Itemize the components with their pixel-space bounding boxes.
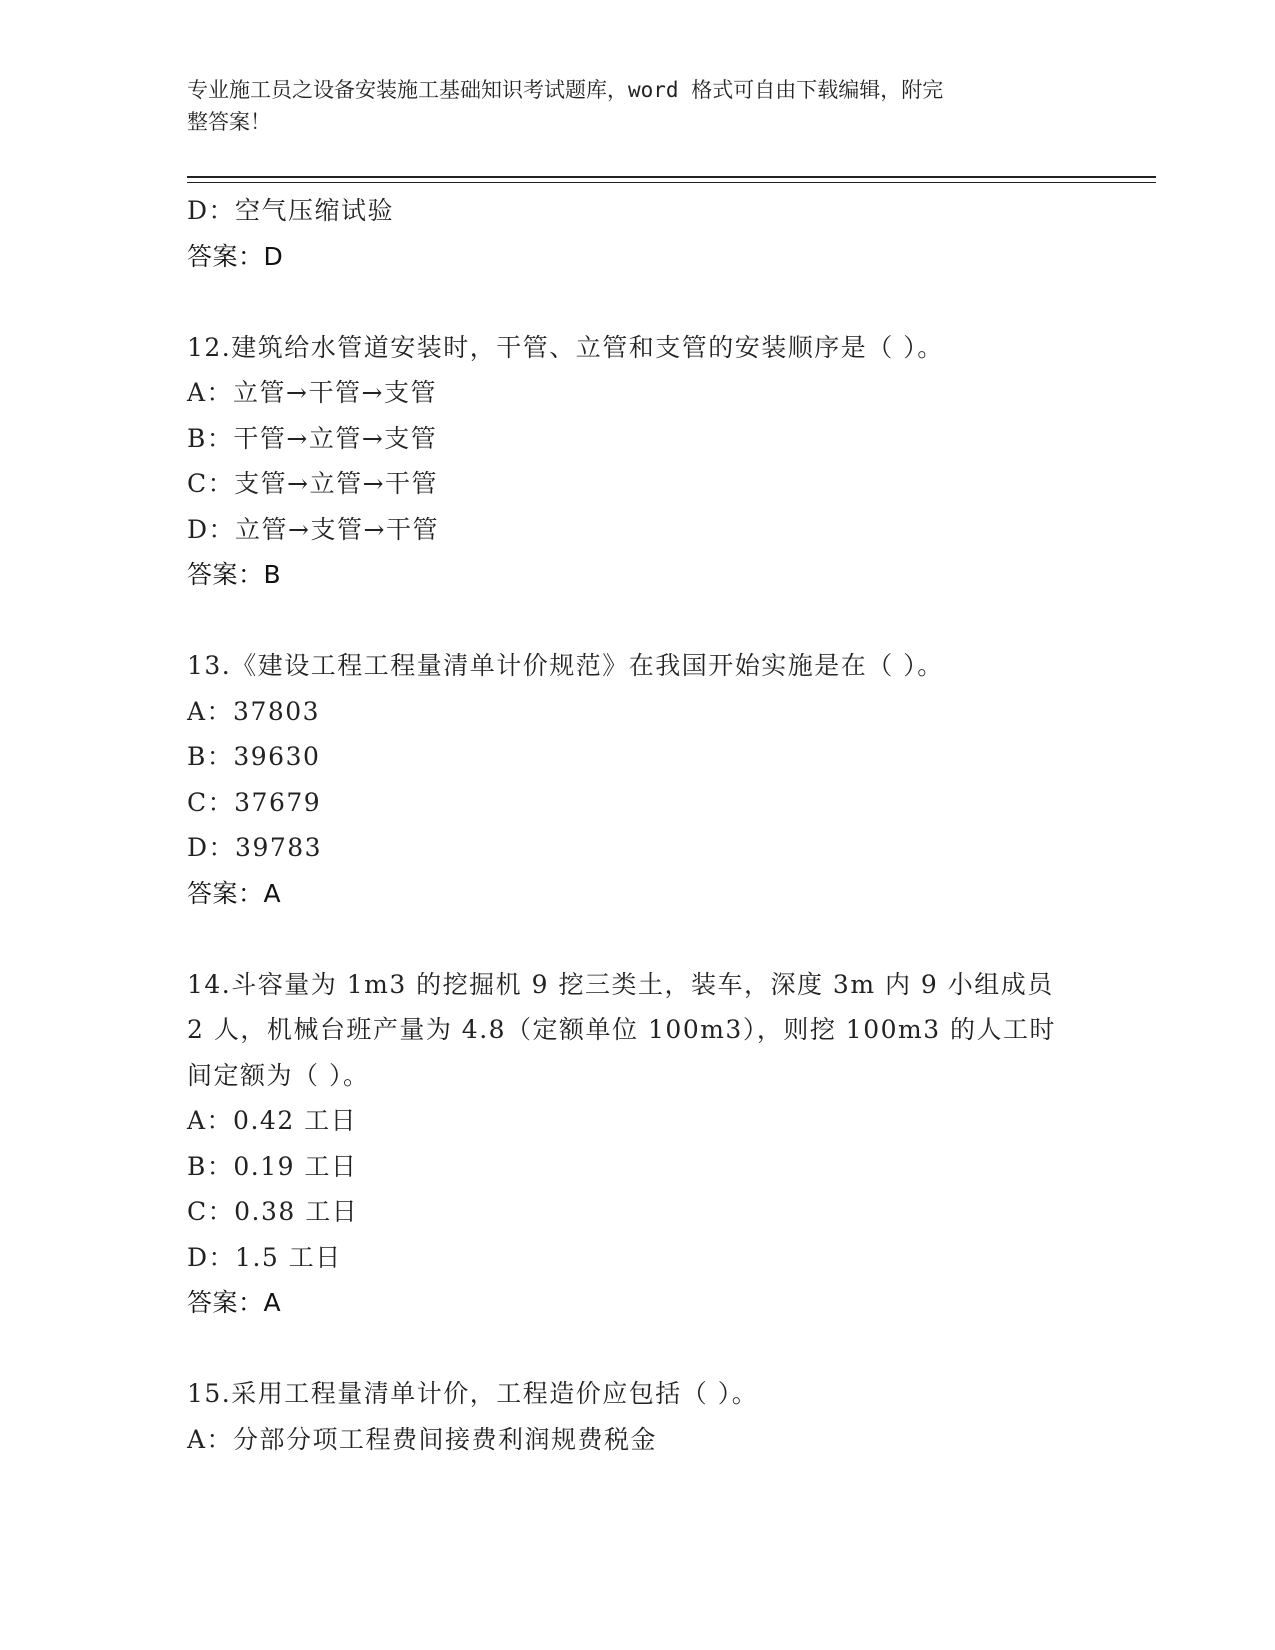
question-14 xyxy=(187,962,1067,1326)
option-d: D：1.5 工日 xyxy=(187,1242,342,1272)
header-line-1: 专业施工员之设备安装施工基础知识考试题库，word 格式可自由下载编辑，附完 xyxy=(187,78,944,102)
option-d: D：立管→支管→干管 xyxy=(187,514,439,544)
question-text: 13.《建设工程工程量清单计价规范》在我国开始实施是在（ ）。 xyxy=(187,651,944,680)
option-a: A：立管→干管→支管 xyxy=(187,378,437,407)
question-list xyxy=(187,188,1067,1462)
option-a: A：37803 xyxy=(187,696,321,726)
question-text-line-1: 14.斗容量为 1m3 的挖掘机 9 挖三类土，装车，深度 3m 内 9 小组成员 xyxy=(187,969,1054,999)
option-a: A：分部分项工程费间接费利润规费税金 xyxy=(187,1424,658,1454)
option-b: B：干管→立管→支管 xyxy=(187,423,438,453)
question-text-line-2: 2 人，机械台班产量为 4.8（定额单位 100m3），则挖 100m3 的人工时 xyxy=(187,1015,1057,1044)
option-b: B：39630 xyxy=(187,742,321,771)
header-divider-thick xyxy=(187,176,1156,178)
question-12 xyxy=(187,325,1067,598)
answer-line: 答案：B xyxy=(187,560,282,589)
answer-line: 答案：A xyxy=(187,878,282,908)
option-a: A：0.42 工日 xyxy=(187,1106,358,1135)
spacer xyxy=(187,916,1067,962)
option-c: C：支管→立管→干管 xyxy=(187,469,439,498)
option-d: D：空气压缩试验 xyxy=(187,196,395,225)
header-line-2: 整答案！ xyxy=(187,110,271,134)
answer-line: 答案：D xyxy=(187,241,284,271)
option-b: B：0.19 工日 xyxy=(187,1151,358,1181)
page-header xyxy=(187,74,1067,138)
option-c: C：0.38 工日 xyxy=(187,1197,359,1226)
question-text: 15.采用工程量清单计价，工程造价应包括（ ）。 xyxy=(187,1379,759,1408)
spacer xyxy=(187,598,1067,644)
option-d: D：39783 xyxy=(187,833,323,862)
question-text-line-3: 间定额为（ ）。 xyxy=(187,1060,370,1090)
question-13 xyxy=(187,643,1067,916)
question-text: 12.建筑给水管道安装时，干管、立管和支管的安装顺序是（ ）。 xyxy=(187,332,944,362)
header-divider-thin xyxy=(187,182,1156,183)
question-15 xyxy=(187,1371,1067,1462)
question-11-tail xyxy=(187,188,1067,279)
spacer xyxy=(187,1326,1067,1372)
spacer xyxy=(187,279,1067,325)
answer-line: 答案：A xyxy=(187,1288,282,1317)
option-c: C：37679 xyxy=(187,787,322,817)
